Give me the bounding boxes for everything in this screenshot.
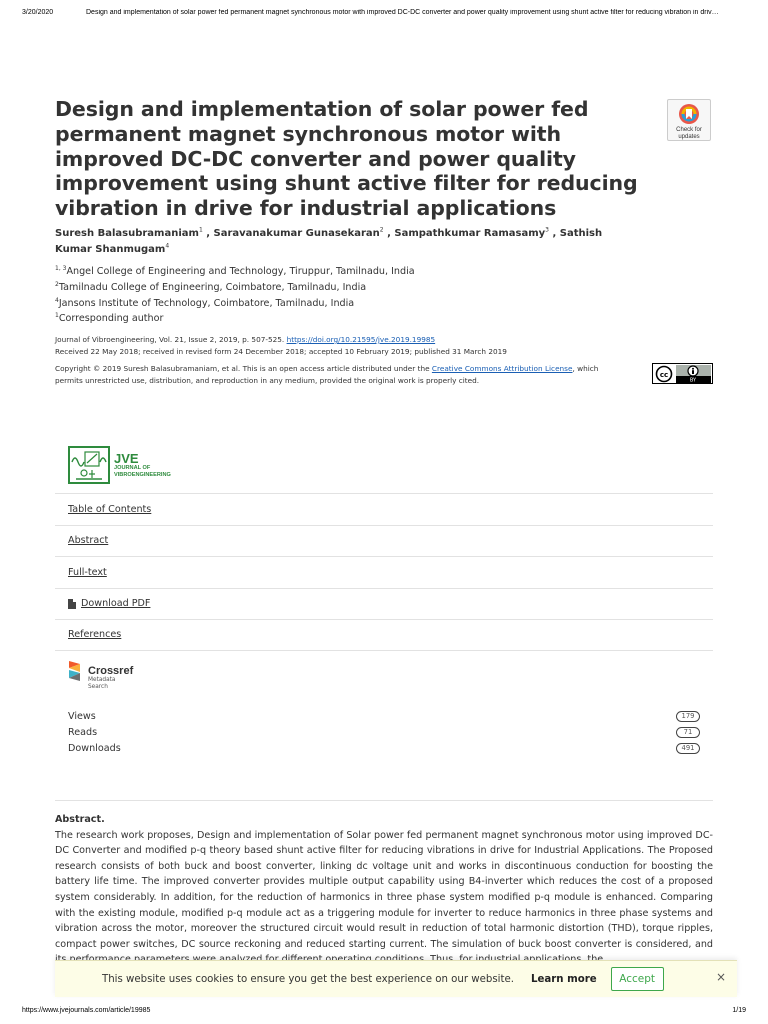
check-updates-label: Check for updates <box>676 127 702 140</box>
crossref-line1: Metadata <box>88 677 116 683</box>
article-nav <box>55 493 713 651</box>
print-url: https://www.jvejournals.com/article/19985 <box>22 1007 151 1014</box>
check-for-updates-badge[interactable] <box>667 99 711 141</box>
stat-views <box>68 709 700 725</box>
section-divider <box>55 800 713 801</box>
abstract-text: The research work proposes, Design and implementation of Solar power fed permanent magnet synchronous motor using improved DC-DC Converter and modified p-q theory based shunt active filter for reducing vibrations in drive for Industrial Applications. The Proposed research consists of both buck and boost converter, linking dc voltage unit and works in discontinuous conduction for boosting the battery life time. The improved converter provides multiple output capability using B4-inverter which reduces the cost of a proposed system considerably. In addition, for the reduction of harmonics in three phase system modified p-q module is enhanced. Comparing with the existing module, modified p-q module act as a triggering module for inverter to reduce harmonics in three phase systems and vibration across the motor, moreover the structured circuit would result in reduction of total harmonic distortion (THD), torque ripples, compact power switches, DC source reckoning and reduced starting current. The simulation of buck boost converter is considered, and <box>55 829 713 950</box>
affiliation: $^2$Tamilnadu College of Engineering, Coimbatore, Tamilnadu, India <box>55 280 367 293</box>
citation-meta <box>55 334 655 358</box>
affiliations <box>55 264 655 327</box>
crossref-logo-icon <box>68 660 86 682</box>
stat-count-badge: 491 <box>676 743 700 754</box>
accept-cookies-button[interactable]: Accept <box>611 967 664 991</box>
doi-link[interactable]: https://doi.org/10.21595/jve.2019.19985 <box>286 335 436 344</box>
citation: Journal of Vibroengineering, Vol. 21, Issue 2, 2019, p. 507-525. <box>55 335 285 344</box>
jve-emblem-icon <box>68 446 110 484</box>
author[interactable]: Sampathkumar Ramasamy$^3$ <box>394 226 549 239</box>
jve-abbr: JVE <box>114 450 139 466</box>
nav-references[interactable]: References <box>55 619 713 651</box>
corresponding-author-note: $^1$Corresponding author <box>55 312 164 325</box>
author-list: Suresh Balasubramaniam$^1$ , Saravanakumar Gunasekaran$^2$ , Sampathkumar Ramasamy$^3$ , Sathish Kumar Shanmugam$^4$ <box>55 226 603 255</box>
affiliation: $^4$Jansons Institute of Technology, Coimbatore, Tamilnadu, India <box>55 296 355 309</box>
bookmark-ribbon-icon <box>678 103 700 125</box>
nav-table-of-contents[interactable]: Table of Contents <box>55 493 713 525</box>
stat-label: Downloads <box>68 742 121 754</box>
nav-abstract[interactable]: Abstract <box>55 525 713 557</box>
copyright-notice: Copyright © 2019 Suresh Balasubramaniam, et al. This is an open access article distributed under the Creative Commons Attribution License, which permits unrestricted use, distribution, and reproduction in any medium, provided the original work is properly cited. <box>55 364 599 385</box>
svg-text:cc: cc <box>659 370 669 379</box>
article-dates: Received 22 May 2018; received in revised form 24 December 2018; accepted 10 February 2019; published 31 March 2019 <box>55 347 507 356</box>
pdf-file-icon <box>68 599 76 609</box>
stat-reads <box>68 725 700 741</box>
stat-count-badge: 179 <box>676 711 700 722</box>
article-stats <box>68 709 700 756</box>
nav-full-text[interactable]: Full-text <box>55 556 713 588</box>
creative-commons-icon <box>653 365 711 383</box>
abstract-section <box>55 812 713 968</box>
print-date: 3/20/2020 <box>22 9 54 16</box>
abstract-heading: Abstract. <box>55 814 105 825</box>
article-title: Design and implementation of solar power fed permanent magnet synchronous motor with improved DC-DC converter and power quality improvement using shunt active filter for reducing vibration in drive for industrial applications <box>55 97 638 221</box>
author[interactable]: Sathish Kumar Shanmugam$^4$ <box>55 228 603 255</box>
cc-by-license-badge[interactable] <box>652 363 713 384</box>
learn-more-link[interactable]: Learn more <box>530 973 597 985</box>
stat-count-badge: 71 <box>676 727 700 738</box>
affiliation: $^{1, 3}$Angel College of Engineering and Technology, Tiruppur, Tamilnadu, India <box>55 264 415 277</box>
crossref-line2: Search <box>88 683 108 690</box>
cookie-consent-bar <box>55 960 737 997</box>
author[interactable]: Saravanakumar Gunasekaran$^2$ <box>213 226 384 239</box>
print-doc-title: Design and implementation of solar power fed permanent magnet synchronous motor with improved DC-DC converter and power quality improvement using shunt active filter for reducing vibration in driv… <box>86 9 719 16</box>
crossref-metadata-search[interactable] <box>68 660 133 690</box>
jve-line1: JOURNAL OF <box>114 464 151 471</box>
print-page-number: 1/19 <box>732 1007 746 1014</box>
crossref-name: Crossref <box>88 665 134 677</box>
nav-download-pdf[interactable]: Download PDF <box>55 588 713 620</box>
stat-label: Views <box>68 711 96 723</box>
close-icon[interactable]: × <box>715 970 726 984</box>
jve-line2: VIBROENGINEERING <box>114 471 171 478</box>
cookie-message: This website uses cookies to ensure you get the best experience on our website. <box>102 973 514 985</box>
jve-journal-logo[interactable] <box>68 446 171 484</box>
stat-label: Reads <box>68 727 98 739</box>
print-footer <box>22 1007 746 1014</box>
author[interactable]: Suresh Balasubramaniam$^1$ <box>55 226 203 239</box>
stat-downloads <box>68 741 700 757</box>
license-link[interactable]: Creative Commons Attribution License <box>431 364 573 373</box>
svg-text:BY: BY <box>689 377 697 383</box>
